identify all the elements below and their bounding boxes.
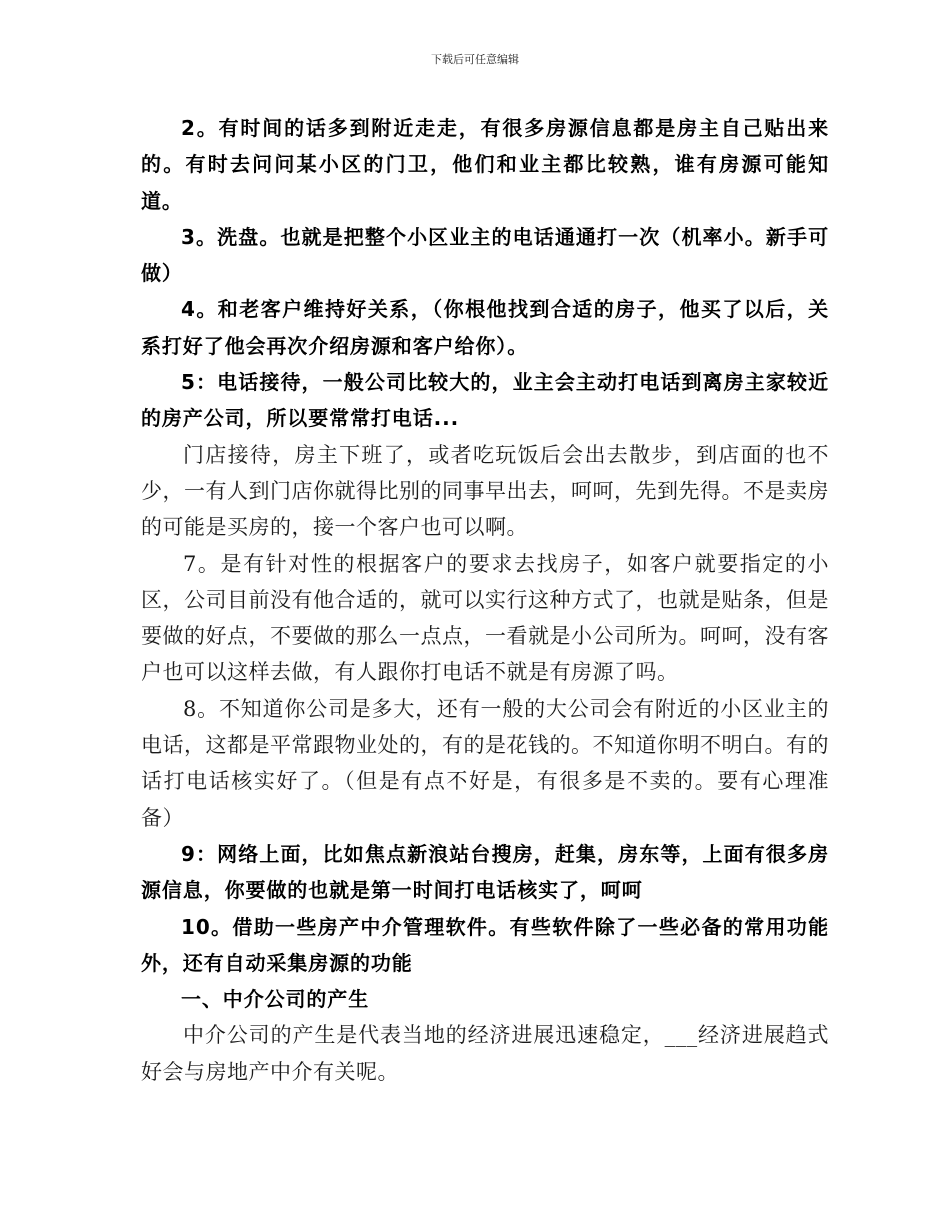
paragraph-5: 5：电话接待，一般公司比较大的，业主会主动打电话到离房主家较近的房产公司，所以要常常打电话... [141,370,829,431]
document-body [141,110,829,1090]
section-heading: 一、中介公司的产生 [181,987,370,1012]
paragraph-agency-origin: 中介公司的产生是代表当地的经济进展迅速稳定，___经济进展趋式好会与房地产中介有关呢。 [141,1023,829,1084]
paragraph-store-reception: 门店接待，房主下班了，或者吃玩饭后会出去散步，到店面的也不少，一有人到门店你就得比别的同事早出去，呵呵，先到先得。不是卖房的可能是买房的，接一个客户也可以啊。 [141,442,829,540]
paragraph-4: 4。和老客户维持好关系，（你根他找到合适的房子，他买了以后，关系打好了他会再次介绍房源和客户给你）。 [141,297,829,358]
paragraph-9: 9：网络上面，比如焦点新浪站台搜房，赶集，房东等，上面有很多房源信息，你要做的也就是第一时间打电话核实了，呵呵 [141,841,829,903]
paragraph-10: 10。借助一些房产中介管理软件。有些软件除了一些必备的常用功能外，还有自动采集房源的功能 [141,914,829,975]
paragraph-2: 2。有时间的话多到附近走走，有很多房源信息都是房主自己贴出来的。有时去问问某小区的门卫，他们和业主都比较熟，谁有房源可能知道。 [141,116,829,213]
page-header-note: 下载后可任意编辑 [431,53,519,66]
paragraph-7: 7。是有针对性的根据客户的要求去找房子，如客户就要指定的小区，公司目前没有他合适的，就可以实行这种方式了，也就是贴条，但是要做的好点，不要做的那么一点点，一看就是小公司所为。呵呵，没有客户也可以这样去做，有人跟你打电话不就是有房源了吗。 [141,551,829,685]
paragraph-3: 3。洗盘。也就是把整个小区业主的电话通通打一次（机率小。新手可做） [141,224,829,286]
paragraph-8: 8。不知道你公司是多大，还有一般的大公司会有附近的小区业主的电话，这都是平常跟物业处的，有的是花钱的。不知道你明不明白。有的话打电话核实好了。（但是有点不好是，有很多是不卖的。要有心理准备） [141,696,829,830]
